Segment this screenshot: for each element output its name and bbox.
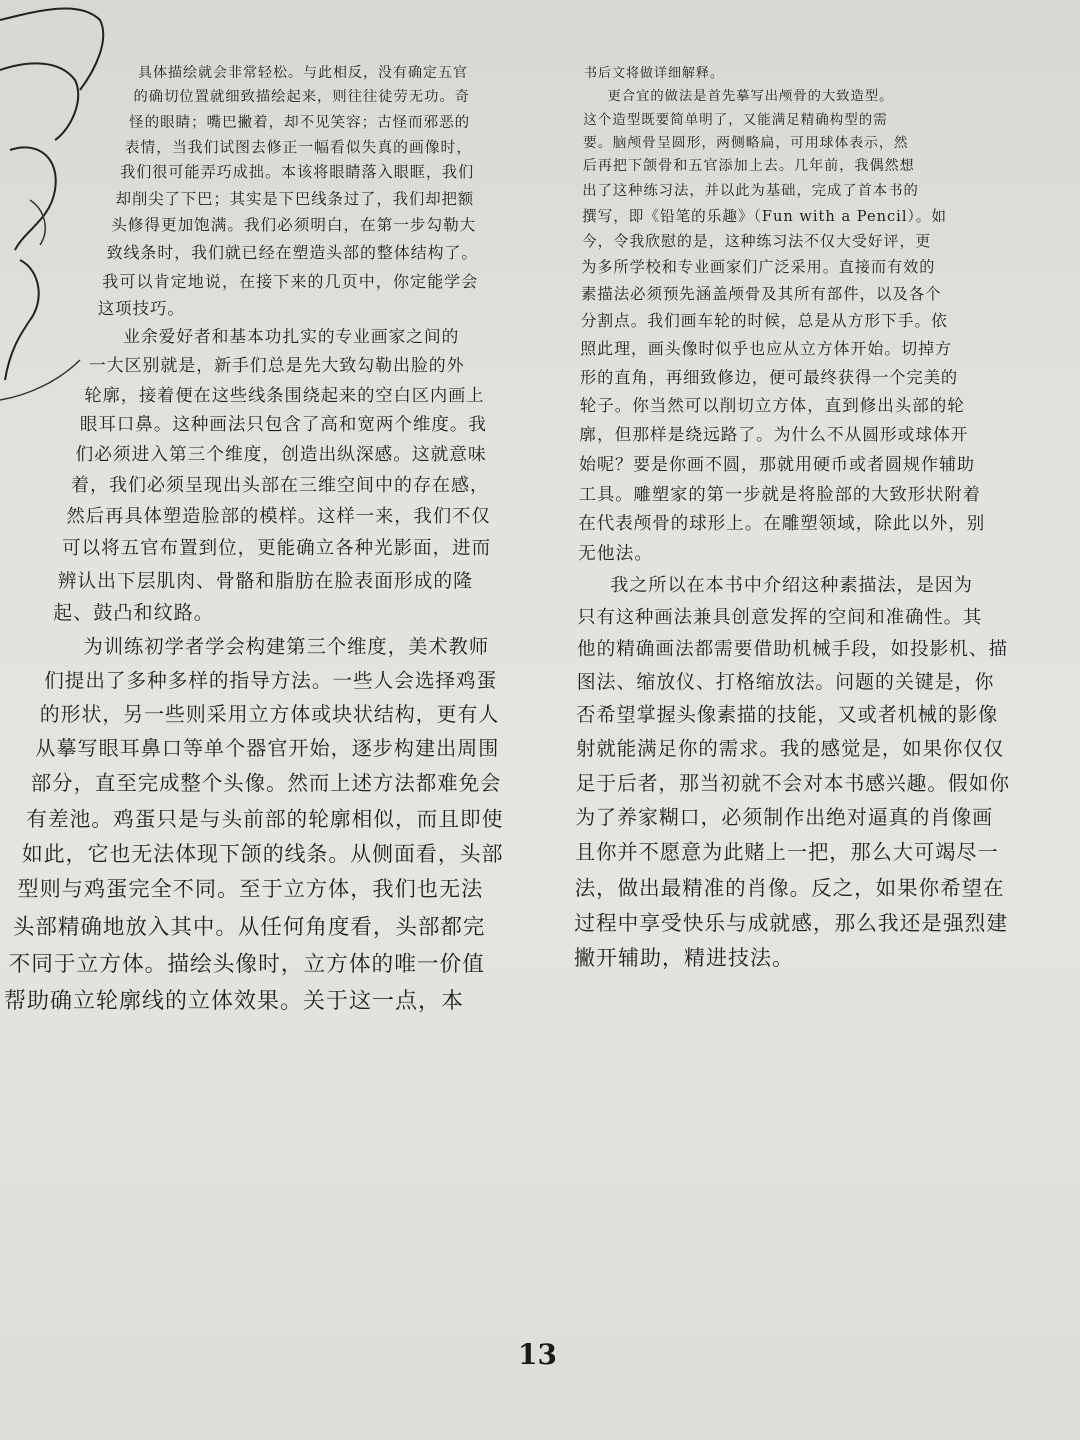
text-line: 为多所学校和专业画家们广泛采用。直接而有效的 [581,258,936,276]
text-line: 无他法。 [578,543,654,565]
text-line: 过程中享受快乐与成就感，那么我还是强烈建 [574,911,1009,936]
text-line: 业余爱好者和基本功扎实的专业画家之间的 [123,326,460,347]
text-line: 我之所以在本书中介绍这种素描法，是因为 [610,575,973,597]
text-line: 分割点。我们画车轮的时候，总是从方形下手。依 [580,311,948,331]
text-line: 我们很可能弄巧成拙。本该将眼睛落入眼眶，我们 [120,163,475,182]
text-line: 眼耳口鼻。这种画法只包含了高和宽两个维度。我 [79,414,487,435]
text-line: 起、鼓凸和纹路。 [53,601,214,624]
text-line: 后再把下颌骨和五官添加上去。几年前，我偶然想 [582,158,915,175]
text-line: 他的精确画法都需要借助机械手段，如投影机、描 [577,638,1009,660]
text-line: 头部精确地放入其中。从任何角度看，头部都完 [12,914,486,940]
text-line: 着，我们必须呈现出头部在三维空间中的存在感， [71,475,489,497]
right-text-column [572,62,1080,1312]
text-line: 然后再具体塑造脸部的模样。这样一来，我们不仅 [66,506,491,528]
text-line: 为训练初学者学会构建第三个维度，美术教师 [83,634,490,658]
text-line: 可以将五官布置到位，更能确立各种光影面，进而 [62,537,492,559]
text-line: 具体描绘就会非常轻松。与此相反，没有确定五官 [138,65,468,81]
text-line: 射就能满足你的需求。我的感觉是，如果你仅仅 [576,736,1005,760]
text-line: 要。脑颅骨呈圆形，两侧略扁，可用球体表示，然 [583,135,909,152]
text-line: 且你并不愿意为此赌上一把，那么大可竭尽一 [575,839,999,864]
text-line: 的形状，另一些则采用立方体或块状结构，更有人 [39,702,500,726]
text-line: 法，做出最精准的肖像。反之，如果你希望在 [574,875,1005,900]
text-line: 这项技巧。 [97,299,185,319]
text-line: 有差池。鸡蛋只是与头前部的轮廓相似，而且即使 [26,806,504,831]
text-line: 今，令我欣慰的是，这种练习法不仅大受好评，更 [581,232,932,251]
text-line: 在代表颅骨的球形上。在雕塑领域，除此以外，别 [578,513,986,534]
text-line: 帮助确立轮廓线的立体效果。关于这一点，本 [4,988,465,1014]
text-line: 表情，当我们试图去修正一幅看似失真的画像时， [124,138,473,156]
text-line: 轮子。你当然可以削切立方体，直到修出头部的轮 [579,396,965,416]
text-line: 们必须进入第三个维度，创造出纵深感。这就意味 [75,444,487,465]
text-line: 一大区别就是，新手们总是先大致勾勒出脸的外 [88,355,465,376]
text-line: 不同于立方体。描绘头像时，立方体的唯一价值 [8,951,485,977]
text-line: 却削尖了下巴；其实是下巴线条过了，我们却把额 [115,190,475,208]
text-line: 形的直角，再细致修边，便可最终获得一个完美的 [580,368,959,388]
text-line: 轮廓，接着便在这些线条围绕起来的空白区内画上 [84,386,485,407]
text-line: 们提出了多种多样的指导方法。一些人会选择鸡蛋 [44,669,498,692]
text-line: 我可以肯定地说，在接下来的几页中，你定能学会 [102,271,479,291]
text-line: 撰写，即《铅笔的乐趣》（Fun with a Pencil）。如 [582,207,947,225]
text-line: 撇开辅助，精进技法。 [574,946,794,971]
text-line: 如此，它也无法体现下颌的线条。从侧面看，头部 [21,842,504,867]
text-line: 只有这种画法兼具创意发挥的空间和准确性。其 [577,606,983,628]
text-line: 部分，直至完成整个头像。然而上述方法都难免会 [30,770,502,795]
left-text-column [0,62,560,1312]
text-line: 出了这种练习法，并以此为基础，完成了首本书的 [582,182,919,199]
text-line: 的确切位置就细致描绘起来，则往往徒劳无功。奇 [133,89,471,106]
text-line: 书后文将做详细解释。 [584,66,725,81]
text-line: 素描法必须预先涵盖颅骨及其所有部件，以及各个 [581,285,942,304]
text-line: 这个造型既要简单明了，又能满足精确构型的需 [583,111,888,128]
text-line: 图法、缩放仪、打格缩放法。问题的关键是，你 [576,670,995,693]
text-line: 辨认出下层肌肉、骨骼和脂肪在脸表面形成的隆 [57,570,473,592]
text-line: 工具。雕塑家的第一步就是将脸部的大致形状附着 [578,484,981,505]
text-line: 廓，但那样是绕远路了。为什么不从圆形或球体开 [579,423,969,444]
text-line: 否希望掌握头像素描的技能，又或者机械的影像 [576,702,999,726]
text-line: 致线条时，我们就已经在塑造头部的整体结构了。 [106,243,479,263]
page-number: 13 [518,1338,557,1371]
text-line: 从摹写眼耳鼻口等单个器官开始，逐步构建出周围 [35,735,500,760]
text-line: 型则与鸡蛋完全不同。至于立方体，我们也无法 [17,876,484,902]
text-line: 始呢？要是你画不圆，那就用硬币或者圆规作辅助 [579,455,975,475]
text-line: 更合宜的做法是首先摹写出颅骨的大致造型。 [607,88,894,104]
text-line: 为了养家糊口，必须制作出绝对逼真的肖像画 [575,805,994,829]
text-line: 照此理，画头像时似乎也应从立方体开始。切掉方 [580,339,952,359]
text-line: 足于后者，那当初就不会对本书感兴趣。假如你 [575,771,1011,795]
text-line: 头修得更加饱满。我们必须明白，在第一步勾勒大 [111,216,477,235]
text-line: 怪的眼睛；嘴巴撇着，却不见笑容；古怪而邪恶的 [129,114,471,131]
